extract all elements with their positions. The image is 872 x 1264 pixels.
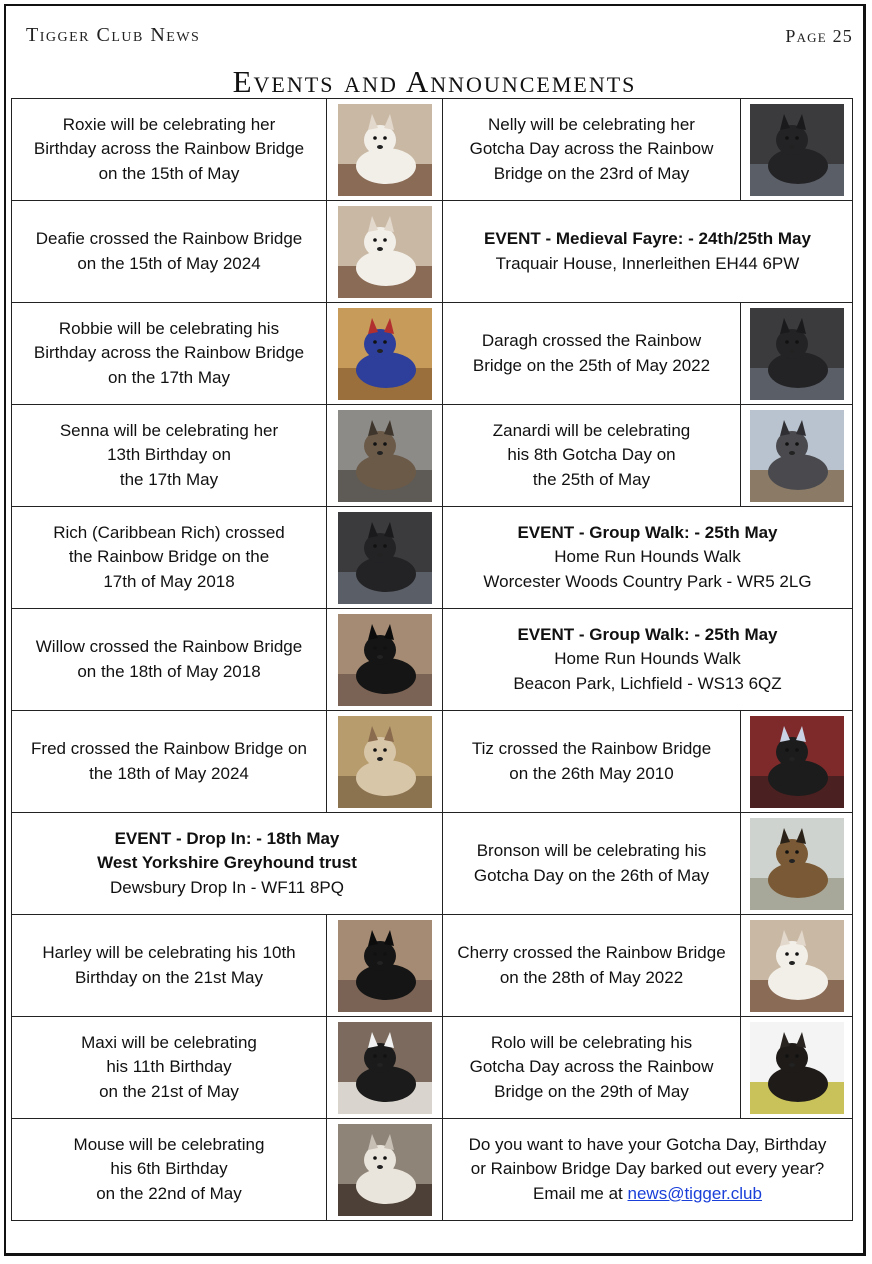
announcement-line: Birthday across the Rainbow Bridge — [33, 139, 305, 159]
left-announcement-text — [12, 711, 327, 813]
announcement-line: 17th of May 2018 — [103, 571, 235, 591]
photo-cell — [327, 99, 443, 201]
right-announcement-text — [443, 915, 741, 1017]
announcement-line: Rolo will be celebrating his — [490, 1032, 693, 1052]
announcement-line: the 25th of May — [532, 469, 651, 489]
photo-cell — [327, 405, 443, 507]
photo-cell — [327, 1119, 443, 1221]
left-announcement-text — [12, 303, 327, 405]
photo-cell — [327, 303, 443, 405]
email-link[interactable]: news@tigger.club — [627, 1183, 762, 1203]
sleeping-dog-photo — [338, 1124, 432, 1216]
right-announcement-text — [443, 813, 741, 915]
announcement-line: on the 15th of May 2024 — [77, 253, 261, 273]
photo-cell — [741, 711, 853, 813]
announcement-line: Mouse will be celebrating — [73, 1134, 265, 1154]
event-detail: Home Run Hounds Walk — [554, 547, 741, 567]
announcement-line: Senna will be celebrating her — [59, 420, 279, 440]
black-dog-photo — [338, 920, 432, 1012]
table-row — [12, 99, 853, 201]
right-event — [443, 201, 853, 303]
announcement-line: the 18th of May 2024 — [89, 763, 249, 783]
event-title: EVENT - Group Walk: - 25th May — [517, 522, 778, 542]
note-line — [443, 1182, 852, 1207]
event-subtitle: West Yorkshire Greyhound trust — [97, 853, 357, 873]
event-title: EVENT - Drop In: - 18th May — [114, 828, 340, 848]
announcement-line: on the 26th May 2010 — [509, 763, 674, 783]
email-prefix: Email me at — [533, 1183, 628, 1203]
table-row — [12, 813, 853, 915]
announcement-line: 13th Birthday on — [107, 445, 231, 465]
announcement-line: on the 18th of May 2018 — [77, 661, 261, 681]
announcement-line: Gotcha Day across the Rainbow — [469, 139, 714, 159]
photo-cell — [741, 813, 853, 915]
table-row — [12, 609, 853, 711]
event-detail: Dewsbury Drop In - WF11 8PQ — [110, 877, 344, 897]
announcement-line: Gotcha Day across the Rainbow — [469, 1057, 714, 1077]
submission-note — [443, 1119, 853, 1221]
left-event — [12, 813, 443, 915]
table-row — [12, 303, 853, 405]
left-announcement-text — [12, 1017, 327, 1119]
event-detail: Worcester Woods Country Park - WR5 2LG — [483, 571, 812, 591]
photo-cell — [741, 915, 853, 1017]
left-announcement-text — [12, 201, 327, 303]
announcement-line: Gotcha Day on the 26th of May — [473, 865, 710, 885]
left-announcement-text — [12, 99, 327, 201]
dog-with-owner-photo — [750, 716, 844, 808]
white-dog-photo — [750, 920, 844, 1012]
announcement-line: Cherry crossed the Rainbow Bridge — [457, 943, 726, 962]
page-title: Events and Announcements — [232, 64, 637, 99]
brindle-dog-photo — [338, 410, 432, 502]
announcement-line: Deafie crossed the Rainbow Bridge — [35, 229, 303, 248]
greyhound-photo — [750, 308, 844, 400]
black-dog-photo — [338, 614, 432, 706]
announcement-line: on the 28th of May 2022 — [499, 967, 684, 987]
photo-cell — [741, 1017, 853, 1119]
announcement-line: Maxi will be celebrating — [81, 1032, 257, 1052]
fawn-dog-photo — [338, 716, 432, 808]
event-detail: Beacon Park, Lichfield - WS13 6QZ — [513, 673, 782, 693]
announcement-line: the 17th May — [119, 469, 219, 489]
left-announcement-text — [12, 507, 327, 609]
white-dog-photo — [338, 104, 432, 196]
announcement-line: Robbie will be celebrating his — [58, 318, 280, 338]
page-number: Page 25 — [785, 26, 853, 46]
right-announcement-text — [443, 303, 741, 405]
right-announcement-text — [443, 711, 741, 813]
photo-cell — [327, 609, 443, 711]
announcement-line: on the 22nd of May — [96, 1183, 242, 1203]
announcement-line: Daragh crossed the Rainbow — [481, 331, 702, 350]
announcement-line: Willow crossed the Rainbow Bridge — [35, 637, 303, 656]
greyhound-photo — [750, 104, 844, 196]
announcement-line: the Rainbow Bridge on the — [68, 547, 270, 567]
shepherd-dog-photo — [750, 818, 844, 910]
photo-cell — [741, 405, 853, 507]
table-row — [12, 915, 853, 1017]
table-row — [12, 711, 853, 813]
photo-cell — [741, 303, 853, 405]
announcement-line: Rich (Caribbean Rich) crossed — [53, 522, 285, 542]
newsletter-name: Tigger Club News — [26, 24, 201, 46]
left-announcement-text — [12, 405, 327, 507]
white-dog-photo — [338, 206, 432, 298]
photo-cell — [327, 201, 443, 303]
photo-cell — [327, 711, 443, 813]
table-row — [12, 1017, 853, 1119]
event-title: EVENT - Medieval Fayre: - 24th/25th May — [484, 229, 811, 248]
announcement-line: Harley will be celebrating his 10th — [42, 943, 296, 962]
table-row — [12, 201, 853, 303]
announcement-line: Nelly will be celebrating her — [488, 114, 695, 134]
right-announcement-text — [443, 405, 741, 507]
event-detail: Home Run Hounds Walk — [554, 649, 741, 669]
announcement-line: his 8th Gotcha Day on — [507, 445, 676, 465]
announcement-line: Bridge on the 29th of May — [494, 1081, 689, 1101]
event-detail: Traquair House, Innerleithen EH44 6PW — [495, 253, 800, 273]
announcement-line: Fred crossed the Rainbow Bridge on — [31, 739, 307, 758]
announcement-line: Birthday on the 21st May — [74, 967, 264, 987]
left-announcement-text — [12, 1119, 327, 1221]
photo-cell — [327, 507, 443, 609]
greyhound-photo — [338, 512, 432, 604]
event-title: EVENT - Group Walk: - 25th May — [517, 624, 778, 644]
right-event — [443, 507, 853, 609]
photo-cell — [327, 1017, 443, 1119]
right-announcement-text — [443, 99, 741, 201]
photo-cell — [741, 99, 853, 201]
announcement-line: his 6th Birthday — [110, 1159, 228, 1179]
announcements-table — [11, 98, 853, 1221]
note-line: Do you want to have your Gotcha Day, Birthday — [468, 1134, 827, 1154]
announcement-line: Bridge on the 23rd of May — [493, 163, 690, 183]
announcement-line: on the 21st of May — [99, 1081, 239, 1101]
table-row — [12, 507, 853, 609]
announcement-line: his 11th Birthday — [106, 1057, 232, 1077]
announcement-line: Birthday across the Rainbow Bridge — [33, 343, 305, 363]
note-line: or Rainbow Bridge Day barked out every year? — [470, 1159, 825, 1179]
announcement-line: Roxie will be celebrating her — [62, 114, 276, 134]
greyhound-on-mat-photo — [750, 1022, 844, 1114]
right-event — [443, 609, 853, 711]
photo-cell — [327, 915, 443, 1017]
black-white-dog-photo — [338, 1022, 432, 1114]
left-announcement-text — [12, 915, 327, 1017]
announcement-line: Zanardi will be celebrating — [492, 420, 691, 440]
table-row — [12, 405, 853, 507]
greyhound-field-photo — [750, 410, 844, 502]
announcement-line: on the 17th May — [108, 367, 230, 387]
table-row — [12, 1119, 853, 1221]
announcement-line: on the 15th of May — [98, 163, 240, 183]
announcement-line: Bronson will be celebrating his — [476, 841, 707, 860]
right-announcement-text — [443, 1017, 741, 1119]
costumed-dog-photo — [338, 308, 432, 400]
left-announcement-text — [12, 609, 327, 711]
announcement-line: Bridge on the 25th of May 2022 — [472, 355, 711, 375]
announcement-line: Tiz crossed the Rainbow Bridge — [471, 739, 712, 758]
